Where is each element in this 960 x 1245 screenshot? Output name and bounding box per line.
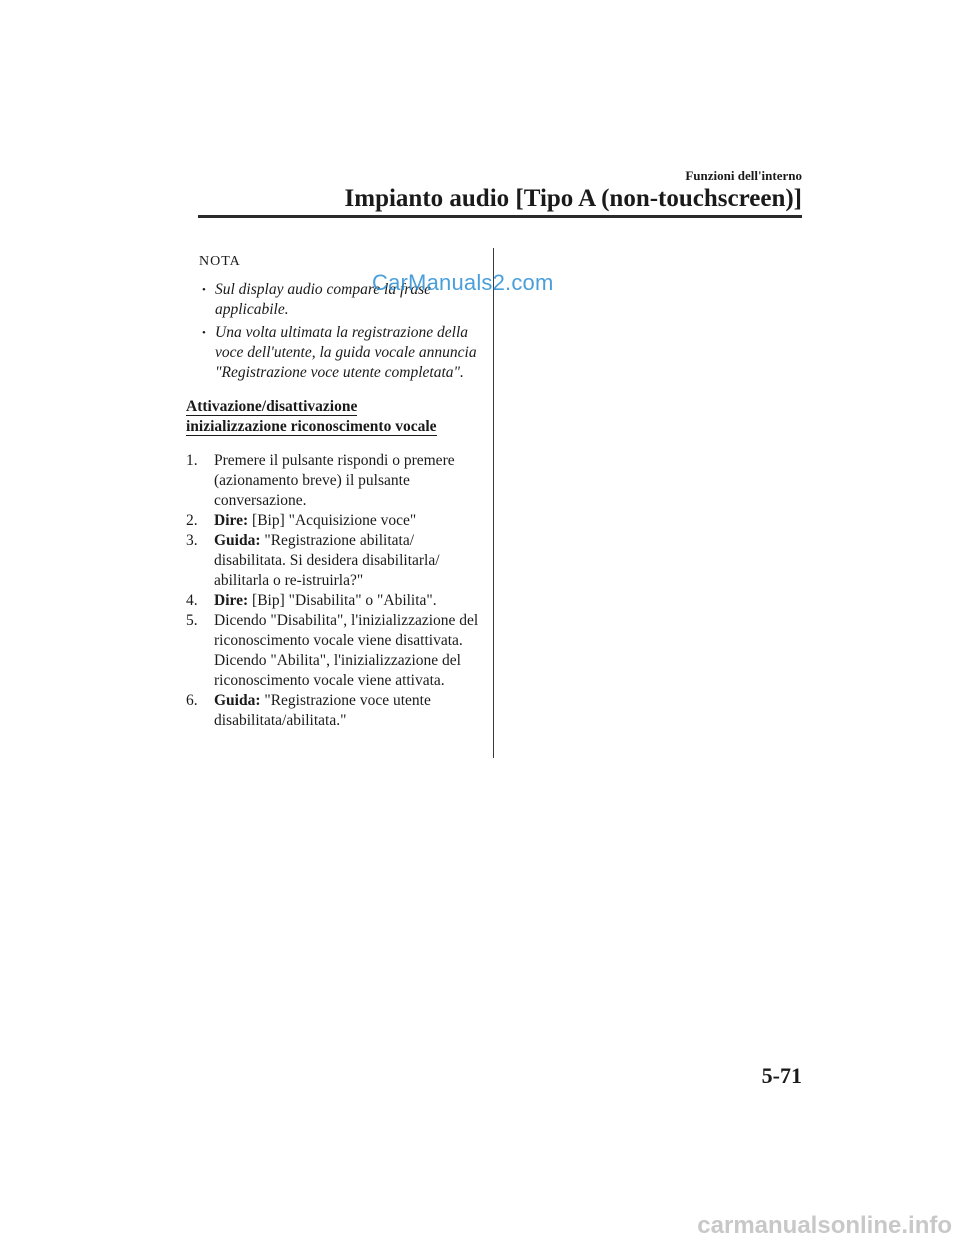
step-number: 3. <box>186 532 198 549</box>
header-rule <box>198 215 802 218</box>
note-item: • Sul display audio compare la frase applicabile. <box>202 280 486 320</box>
steps-list <box>186 451 486 731</box>
step-number: 4. <box>186 592 198 609</box>
note-item: • Una volta ultimata la registrazione della voce dell'utente, la guida vocale annuncia "Registrazione voce utente completata". <box>202 323 486 383</box>
step-text: "Registrazione voce utente disabilitata/abilitata." <box>214 692 431 729</box>
step-keyword: Dire: <box>214 592 249 609</box>
page-number: 5-71 <box>761 1063 802 1088</box>
step-keyword: Dire: <box>214 512 249 529</box>
step-keyword: Guida: <box>214 532 261 549</box>
column-divider <box>493 248 494 758</box>
step-text: Dicendo "Disabilita", l'inizializzazione del riconoscimento vocale viene disattivata. <box>214 612 479 649</box>
step-number: 6. <box>186 692 198 709</box>
watermark-top: CarManuals2.com <box>372 270 554 295</box>
step-number: 2. <box>186 512 198 529</box>
step-keyword: Guida: <box>214 692 261 709</box>
step-text: "Registrazione abilitata/ disabilitata. Si desidera disabilitarla/ abilitarla o re-istruirla?" <box>214 532 440 589</box>
step-item <box>186 591 486 611</box>
step-text: [Bip] "Disabilita" o "Abilita". <box>248 592 437 609</box>
left-column <box>186 252 486 731</box>
subsection-heading <box>186 397 486 437</box>
step-number: 1. <box>186 452 198 469</box>
subsection-heading-line1: Attivazione/disattivazione <box>186 398 358 415</box>
step-text: Premere il pulsante rispondi o premere (azionamento breve) il pulsante conversazione. <box>214 452 455 509</box>
step-item <box>186 691 486 731</box>
step-item <box>186 531 486 591</box>
step-text-continued: Dicendo "Abilita", l'inizializzazione del riconoscimento vocale viene attivata. <box>214 652 461 689</box>
subsection-heading-line2: inizializzazione riconoscimento vocale <box>186 418 437 435</box>
section-kicker: Funzioni dell'interno <box>685 168 802 183</box>
watermark-bottom: carmanualsonline.info <box>697 1212 952 1239</box>
step-text: [Bip] "Acquisizione voce" <box>248 512 417 529</box>
chapter-title: Impianto audio [Tipo A (non-touchscreen)] <box>344 185 802 212</box>
step-item <box>186 451 486 511</box>
step-number: 5. <box>186 612 198 629</box>
note-label: NOTA <box>199 254 241 269</box>
step-item <box>186 511 486 531</box>
step-item <box>186 611 486 691</box>
